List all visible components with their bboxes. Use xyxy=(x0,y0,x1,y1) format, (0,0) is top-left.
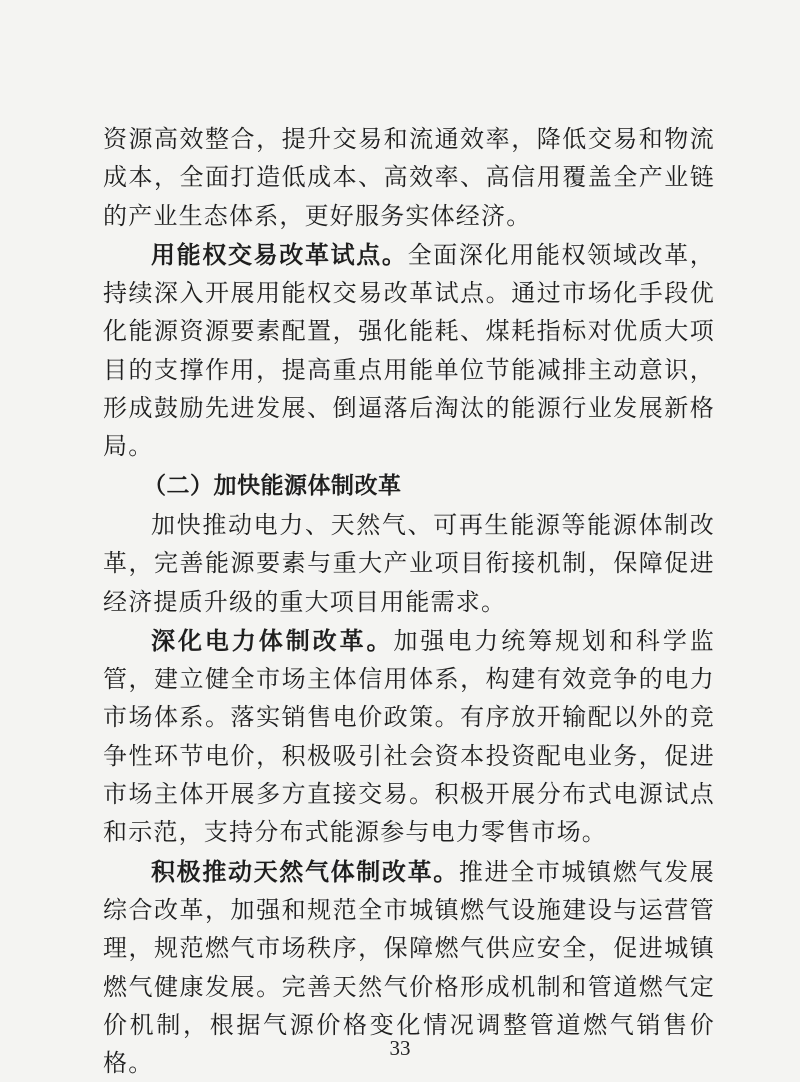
paragraph-energy-reform-intro xyxy=(103,506,715,621)
paragraph-lead: 积极推动天然气体制改革。 xyxy=(151,857,459,886)
paragraph-text: 资源高效整合，提升交易和流通效率，降低交易和物流成本，全面打造低成本、高效率、高信用覆盖全产业链的产业生态体系，更好服务实体经济。 xyxy=(103,125,715,230)
page-number: 33 xyxy=(389,1036,411,1060)
paragraph-lead: 用能权交易改革试点。 xyxy=(151,240,408,269)
paragraph-text: 加快推动电力、天然气、可再生能源等能源体制改革，完善能源要素与重大产业项目衔接机制，保障促进经济提质升级的重大项目用能需求。 xyxy=(103,510,715,616)
paragraph-power-reform xyxy=(103,622,715,852)
section-heading: （二）加快能源体制改革 xyxy=(143,472,402,499)
paragraph-text: 全面深化用能权领域改革，持续深入开展用能权交易改革试点。通过市场化手段优化能源资源要素配置，强化能耗、煤耗指标对优质大项目的支撑作用，提高重点用能单位节能减排主动意识，形成鼓励先进发展、倒逼落后淘汰的能源行业发展新格局。 xyxy=(103,240,716,461)
body-text xyxy=(103,120,715,1082)
paragraph-text: 推进全市城镇燃气发展综合改革，加强和规范全市城镇燃气设施建设与运营管理，规范燃气市场秩序，保障燃气供应安全，促进城镇燃气健康发展。完善天然气价格形成机制和管道燃气定价机制，根据气源价格变化情况调整管道燃气销售价格。 xyxy=(103,857,716,1078)
paragraph-continuation xyxy=(103,120,715,235)
paragraph-text: 加强电力统筹规划和科学监管，建立健全市场主体信用体系，构建有效竞争的电力市场体系。落实销售电价政策。有序放开输配以外的竞争性环节电价，积极吸引社会资本投资配电业务，促进市场主体开展多方直接交易。积极开展分布式电源试点和示范，支持分布式能源参与电力零售市场。 xyxy=(103,626,715,847)
paragraph-energy-rights-trading xyxy=(103,236,715,466)
paragraph-lead: 深化电力体制改革。 xyxy=(151,626,394,655)
